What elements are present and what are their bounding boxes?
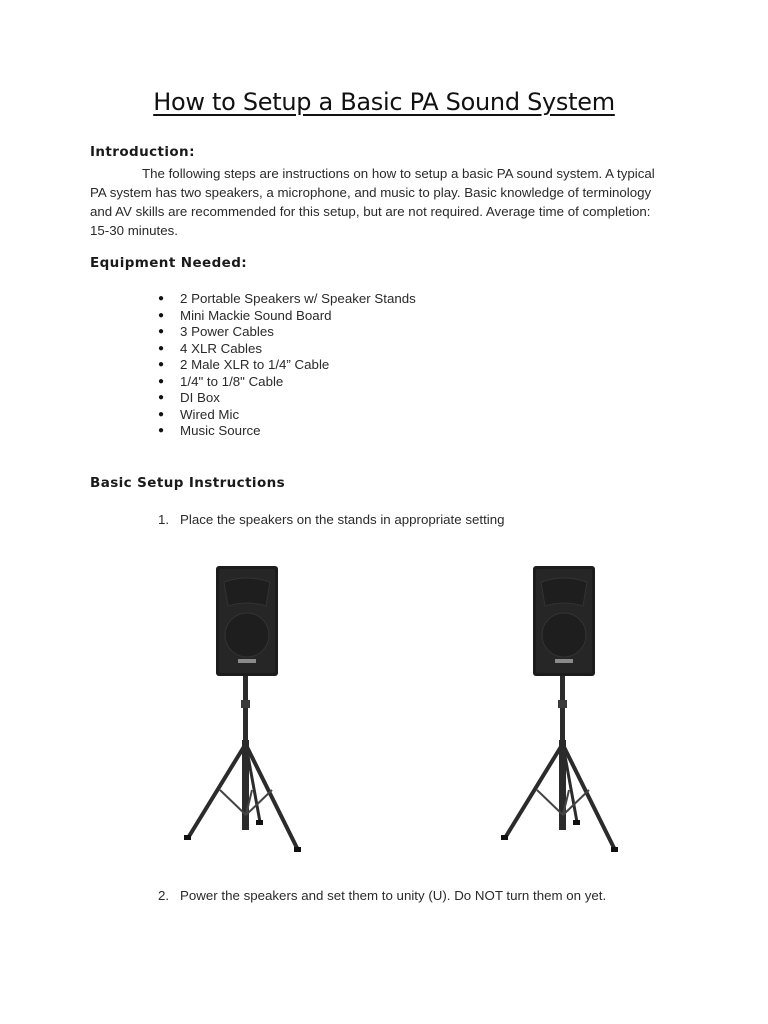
- step-number: 2.: [158, 888, 170, 903]
- list-item: ● Mini Mackie Sound Board: [158, 307, 332, 323]
- introduction-paragraph: [90, 164, 690, 240]
- intro-line-1: The following steps are instructions on how to setup a basic PA sound system. A typical: [142, 166, 655, 181]
- introduction-heading: Introduction:: [90, 144, 195, 160]
- bullet-icon: ●: [158, 342, 165, 354]
- bullet-icon: ●: [158, 293, 165, 304]
- bullet-icon: ●: [158, 408, 165, 420]
- speaker-left-image: [180, 560, 310, 860]
- intro-line-2: PA system has two speakers, a microphone, and music to play. Basic knowledge of terminology: [90, 185, 652, 200]
- list-item: ● 4 XLR Cables: [158, 340, 263, 356]
- equipment-heading: Equipment Needed:: [90, 255, 248, 271]
- list-item: ● DI Box: [158, 390, 220, 405]
- step-text: Power the speakers and set them to unity (U). Do NOT turn them on yet.: [180, 888, 607, 903]
- list-item: ● Wired Mic: [158, 406, 240, 422]
- step-text: Place the speakers on the stands in appropriate setting: [180, 512, 505, 527]
- speaker-on-stand-icon: [501, 566, 618, 852]
- bullet-icon: ●: [158, 375, 165, 387]
- page-title: How to Setup a Basic PA Sound System: [153, 88, 615, 116]
- instructions-heading: Basic Setup Instructions: [90, 475, 286, 491]
- bullet-icon: ●: [158, 326, 165, 337]
- equipment-list: [158, 291, 416, 440]
- list-item: ● 1/4" to 1/8" Cable: [158, 373, 284, 389]
- bullet-icon: ●: [158, 359, 165, 370]
- list-item: ● 2 Portable Speakers w/ Speaker Stands: [158, 291, 416, 306]
- speaker-right-image: [497, 560, 627, 860]
- intro-line-4: 15-30 minutes.: [90, 223, 178, 238]
- step-1: [158, 512, 505, 527]
- list-item: ● 2 Male XLR to 1/4” Cable: [158, 357, 330, 372]
- intro-line-3: and AV skills are recommended for this setup, but are not required. Average time of completion:: [90, 204, 651, 219]
- bullet-icon: ●: [158, 309, 165, 321]
- list-item: ● 3 Power Cables: [158, 324, 274, 339]
- list-item: ● Music Source: [158, 423, 261, 438]
- bullet-icon: ●: [158, 425, 165, 436]
- speaker-on-stand-icon: [184, 566, 301, 852]
- bullet-icon: ●: [158, 392, 165, 403]
- step-number: 1.: [158, 512, 170, 527]
- step-2: [158, 888, 606, 903]
